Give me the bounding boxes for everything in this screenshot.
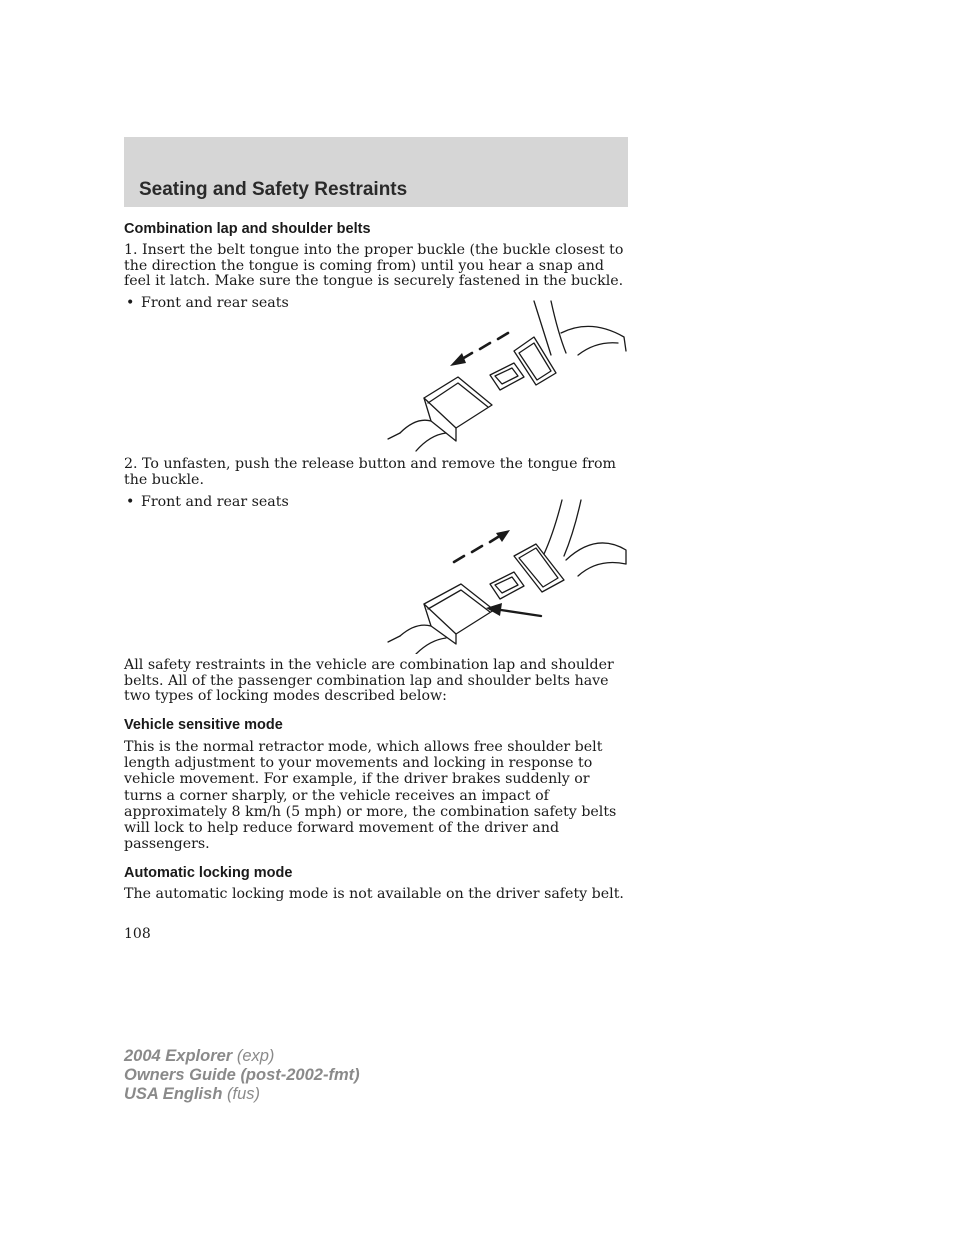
heading-vehicle-sensitive-mode: Vehicle sensitive mode [124,716,283,733]
page-content [124,220,629,903]
buckle-fasten-illustration [386,293,631,455]
footer-line-2: Owners Guide (post-2002-fmt) [124,1066,360,1084]
page-number: 108 [124,926,151,942]
document-footer [124,1047,360,1104]
buckle-release-illustration [386,492,631,654]
bullet-front-rear-seats-1: • Front and rear seats [124,296,629,312]
heading-combination-belts: Combination lap and shoulder belts [124,221,371,237]
footer-language: USA English [124,1085,223,1103]
footer-line-1 [124,1047,360,1066]
footer-line-3 [124,1085,360,1104]
footer-model: 2004 Explorer [124,1047,233,1065]
heading-automatic-locking-mode: Automatic locking mode [124,865,293,882]
step-1-text: 1. Insert the belt tongue into the proper buckle (the buckle closest to the direction the tongue is coming from) until you hear a snap and feel it latch. Make sure the tongue is securely fastened in the buckle. [124,242,624,290]
section-title: Seating and Safety Restraints [139,179,408,200]
vehicle-sensitive-text: This is the normal retractor mode, which allows free shoulder belt length adjustment to your movements and locking in response to vehicle movement. For example, if the driver brakes suddenly or turns a corner sharply, or the vehicle receives an impact of approximately 8 km/h (5 mph) or more, the combination safety belts will lock to help reduce forward movement of the driver and passengers. [124,738,617,853]
bullet-front-rear-seats-2: • Front and rear seats [124,495,629,511]
automatic-locking-text: The automatic locking mode is not available on the driver safety belt. [124,886,624,903]
all-restraints-text: All safety restraints in the vehicle are combination lap and shoulder belts. All of the passenger combination lap and shoulder belts have two types of locking modes described below: [124,657,614,705]
step-2-text: 2. To unfasten, push the release button and remove the tongue from the buckle. [124,456,616,488]
section-header-band [124,137,628,207]
footer-language-code: (fus) [227,1085,260,1103]
footer-model-code: (exp) [236,1047,275,1065]
